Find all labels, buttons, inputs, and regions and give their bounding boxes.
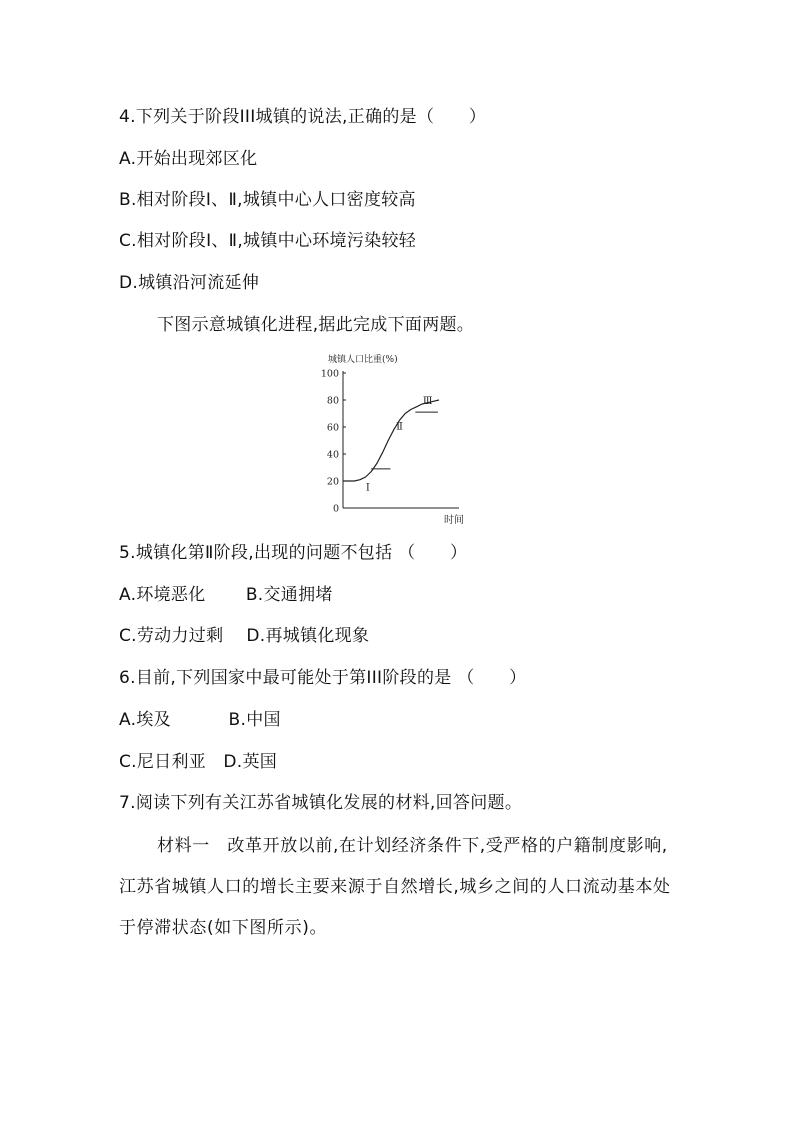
y-axis-label: 城镇人口比重(%) (328, 355, 398, 365)
q4-option-c: C.相对阶段Ⅰ、Ⅱ,城镇中心环境污染较轻 (119, 231, 417, 251)
y-tick-label: 100 (320, 368, 339, 380)
q5-stem: 5.城镇化第Ⅱ阶段,出现的问题不包括 （ ） (119, 543, 468, 563)
q4-option-b: B.相对阶段Ⅰ、Ⅱ,城镇中心人口密度较高 (119, 190, 416, 210)
q4-stem: 4.下列关于阶段III城镇的说法,正确的是（ ） (119, 107, 487, 127)
stage-label: Ⅰ (365, 482, 370, 494)
y-tick-label: 20 (326, 476, 339, 488)
y-tick-label: 80 (326, 395, 339, 407)
q4-option-a: A.开始出现郊区化 (119, 149, 258, 169)
urbanization-chart (318, 352, 478, 530)
figure-intro: 下图示意城镇化进程,据此完成下面两题。 (157, 315, 475, 335)
q6-options-row1: A.埃及 B.中国 (119, 710, 281, 730)
stage-label: Ⅲ (422, 396, 433, 408)
q7-material-one: 材料一 改革开放以前,在计划经济条件下,受严格的户籍制度影响,江苏省城镇人口的增长主要来源于自然增长,城乡之间的人口流动基本处于停滞状态(如下图所示)。 (119, 836, 671, 938)
q4-option-d: D.城镇沿河流延伸 (119, 273, 260, 293)
q5-options-row1: A.环境恶化 B.交通拥堵 (119, 585, 333, 605)
q5-options-row2: C.劳动力过剩 D.再城镇化现象 (119, 626, 370, 646)
q6-options-row2: C.尼日利亚 D.英国 (119, 752, 278, 772)
y-tick-label: 60 (326, 422, 339, 434)
urbanization-curve-svg (318, 352, 478, 530)
q6-stem: 6.目前,下列国家中最可能处于第III阶段的是 （ ） (119, 668, 527, 688)
q7-stem: 7.阅读下列有关江苏省城镇化发展的材料,回答问题。 (119, 793, 523, 813)
y-tick-label: 40 (326, 449, 339, 461)
stage-label: Ⅱ (396, 421, 403, 433)
y-tick-label: 0 (332, 503, 339, 515)
x-axis-label: 时间 (444, 515, 464, 526)
